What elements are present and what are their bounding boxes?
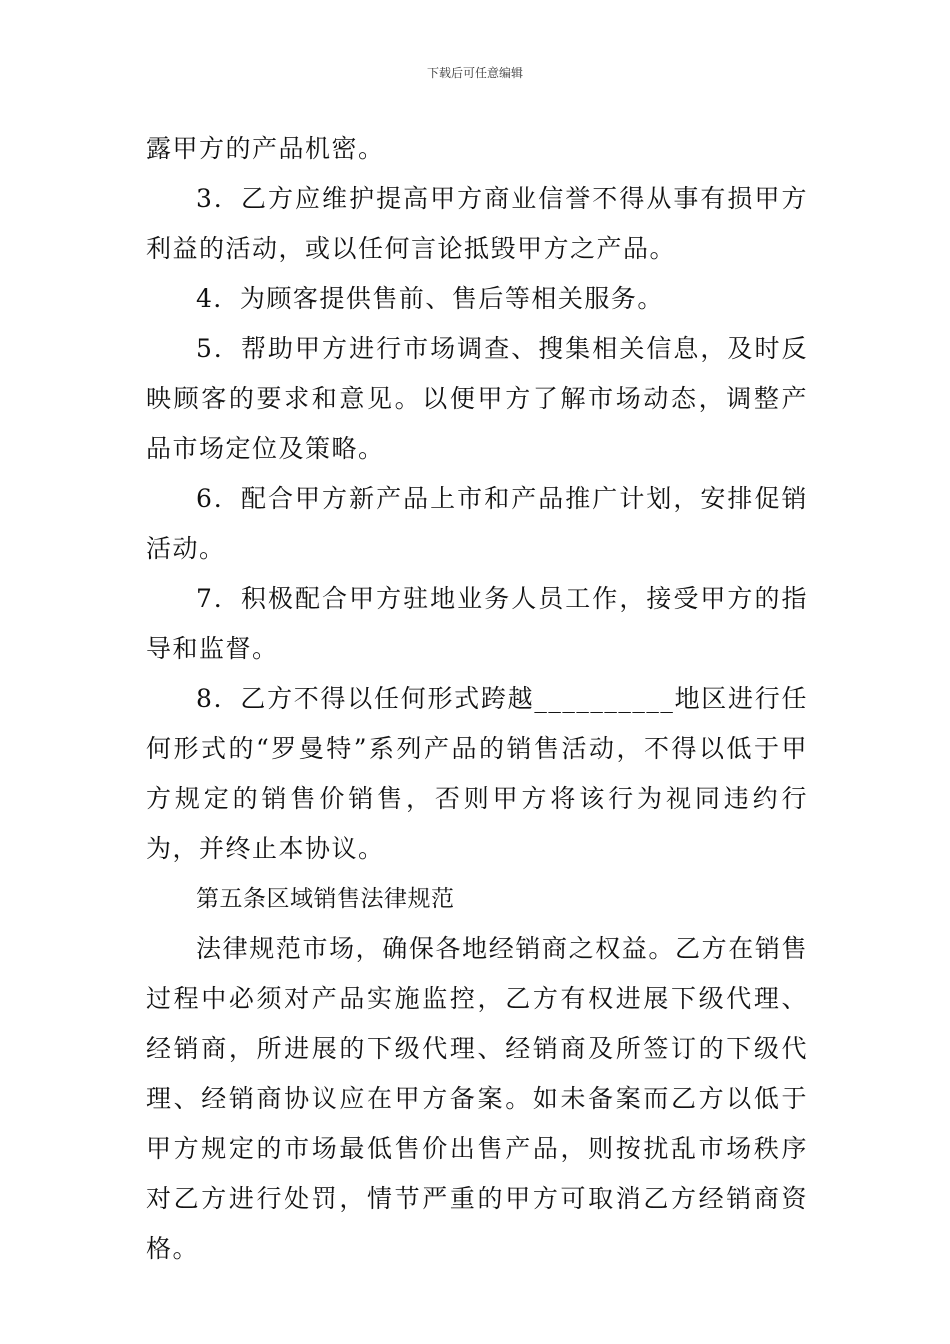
paragraph-item-8: 8．乙方不得以任何形式跨越__________地区进行任何形式的“罗曼特”系列产品的销售活动，不得以低于甲方规定的销售价销售，否则甲方将该行为视同违约行为，并终止本协议。 [146, 684, 808, 863]
paragraph-continuation: 露甲方的产品机密。 [146, 134, 385, 163]
page-header: 下载后可任意编辑 [426, 66, 523, 80]
paragraph-item-4: 4．为顾客提供售前、售后等相关服务。 [196, 284, 664, 313]
section-paragraph: 法律规范市场，确保各地经销商之权益。乙方在销售过程中必须对产品实施监控，乙方有权进展下级代理、经销商，所进展的下级代理、经销商及所签订的下级代理、经销商协议应在甲方备案。如未备案而乙方以低于甲方规定的市场最低售价出售产品，则按扰乱市场秩序对乙方进行处罚，情节严重的甲方可取消乙方经销商资格。 [146, 934, 808, 1263]
document-body [146, 124, 808, 1274]
paragraph-item-5: 5．帮助甲方进行市场调查、搜集相关信息，及时反映顾客的要求和意见。以便甲方了解市场动态，调整产品市场定位及策略。 [146, 334, 808, 463]
paragraph-item-7: 7．积极配合甲方驻地业务人员工作，接受甲方的指导和监督。 [146, 584, 808, 663]
paragraph-item-6: 6．配合甲方新产品上市和产品推广计划，安排促销活动。 [146, 484, 808, 563]
paragraph-item-3: 3．乙方应维护提高甲方商业信誉不得从事有损甲方利益的活动，或以任何言论抵毁甲方之产品。 [146, 184, 808, 263]
section-heading: 第五条区域销售法律规范 [196, 886, 455, 912]
